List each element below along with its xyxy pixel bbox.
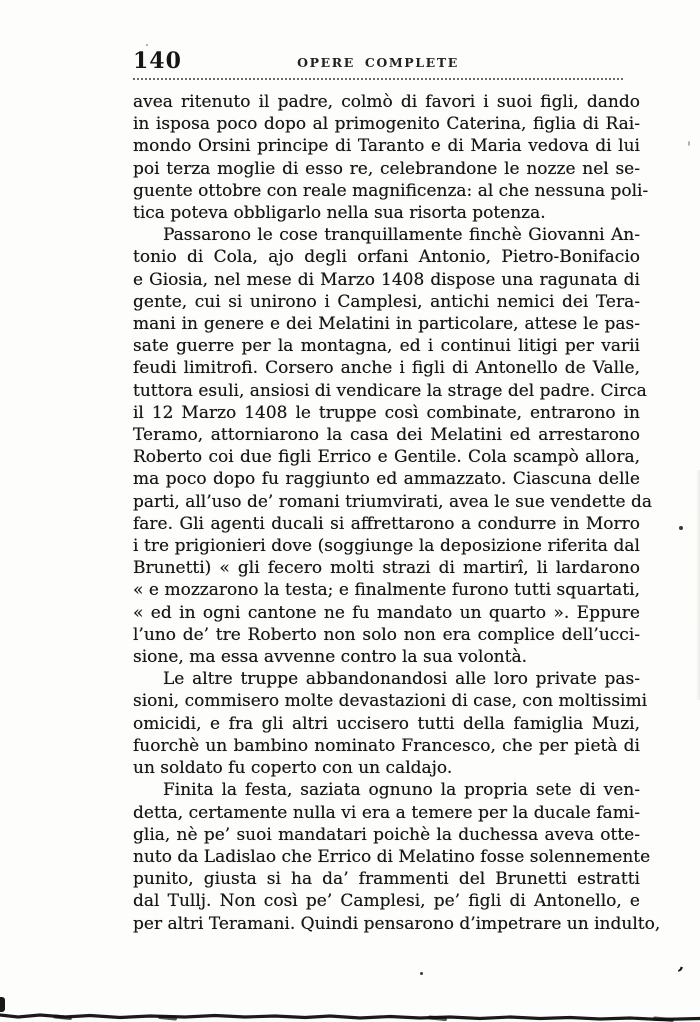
text-block [133, 91, 661, 935]
text-line: gente, cui si unirono i Camplesi, antichi nemici dei Tera- [133, 291, 640, 312]
page-header [133, 46, 623, 80]
text-line: punito, giusta si ha da’ frammenti del Brunetti estratti [133, 869, 640, 890]
text-line: Passarono le cose tranquillamente finchè Giovanni An- [163, 225, 640, 246]
text-line: nuto da Ladislao che Errico di Melatino fosse solennemente [133, 846, 651, 867]
text-line: in isposa poco dopo al primogenito Caterina, figlia di Rai- [133, 114, 640, 135]
text-line: Brunetti) « gli fecero molti strazi di martirî, li lardarono [133, 558, 640, 579]
text-line: « ed in ogni cantone ne fu mandato un quarto ». Eppure [133, 602, 640, 623]
text-line: tica poteva obbligarlo nella sua risorta potenza. [133, 203, 546, 224]
text-line: Le altre truppe abbandonandosi alle loro private pas- [163, 669, 640, 690]
page-number: 140 [133, 48, 182, 74]
scan-speck [688, 141, 690, 146]
ink-blot: , [676, 954, 688, 976]
text-line: tonio di Cola, ajo degli orfani Antonio, Pietro-Bonifacio [133, 247, 640, 268]
text-line: un soldato fu coperto con un caldajo. [133, 758, 453, 779]
scan-bottom-edge [0, 1006, 700, 1022]
scan-speck [679, 526, 683, 530]
text-line: fare. Gli agenti ducali si affrettarono a condurre in Morro [133, 513, 640, 534]
text-line: glia, nè pe’ suoi mandatari poichè la duchessa aveva otte- [133, 824, 640, 845]
text-line: detta, certamente nulla vi era a temere per la ducale fami- [133, 802, 640, 823]
scan-speck [146, 44, 148, 46]
text-line: fuorchè un bambino nominato Francesco, che per pietà di [133, 735, 640, 756]
text-line: Roberto coi due figli Errico e Gentile. Cola scampò allora, [133, 447, 640, 468]
text-line: sate guerre per la montagna, ed i continui litigi per varii [133, 336, 640, 357]
text-line: dal Tullj. Non così pe’ Camplesi, pe’ figli di Antonello, e [133, 891, 640, 912]
header-dotted-rule [133, 78, 623, 80]
text-line: « e mozzarono la testa; e finalmente furono tutti squartati, [133, 580, 640, 601]
text-line: sione, ma essa avvenne contro la sua volontà. [133, 647, 528, 668]
text-line: tuttora esuli, ansiosi di vendicare la strage del padre. Circa [133, 380, 647, 401]
text-line: ma poco dopo fu raggiunto ed ammazzato. Ciascuna delle [133, 469, 640, 490]
text-line: sioni, commisero molte devastazioni di case, con moltissimi [133, 691, 648, 712]
text-line: omicidi, e fra gli altri uccisero tutti della famiglia Muzi, [133, 713, 640, 734]
scan-edge-shade [696, 470, 700, 700]
text-line: e Giosia, nel mese di Marzo 1408 dispose una ragunata di [133, 269, 640, 290]
text-line: mondo Orsini principe di Taranto e di Maria vedova di lui [133, 136, 640, 157]
text-line: l’uno de’ tre Roberto non solo non era complice dell’ucci- [133, 624, 640, 645]
text-line: avea ritenuto il padre, colmò di favori i suoi figli, dando [133, 92, 640, 112]
text-line: poi terza moglie di esso re, celebrandone le nozze nel se- [133, 158, 640, 179]
text-line: il 12 Marzo 1408 le truppe così combinate, entrarono in [133, 402, 640, 423]
text-line: Teramo, attorniarono la casa dei Melatini ed arrestarono [133, 425, 640, 446]
scan-speck [420, 972, 423, 975]
running-title: OPERE COMPLETE [297, 55, 459, 70]
text-line: per altri Teramani. Quindi pensarono d’impetrare un indulto, [133, 913, 661, 934]
text-line: guente ottobre con reale magnificenza: al che nessuna poli- [133, 180, 649, 201]
text-line: parti, all’uso de’ romani triumvirati, avea le sue vendette da [133, 491, 653, 512]
text-line: i tre prigionieri dove (soggiunge la deposizione riferita dal [133, 536, 640, 557]
text-line: mani in genere e dei Melatini in particolare, attese le pas- [133, 314, 640, 335]
text-line: feudi limitrofi. Corsero anche i figli di Antonello de Valle, [133, 358, 640, 379]
text-line: Finita la festa, saziata ognuno la propria sete di ven- [163, 780, 640, 801]
